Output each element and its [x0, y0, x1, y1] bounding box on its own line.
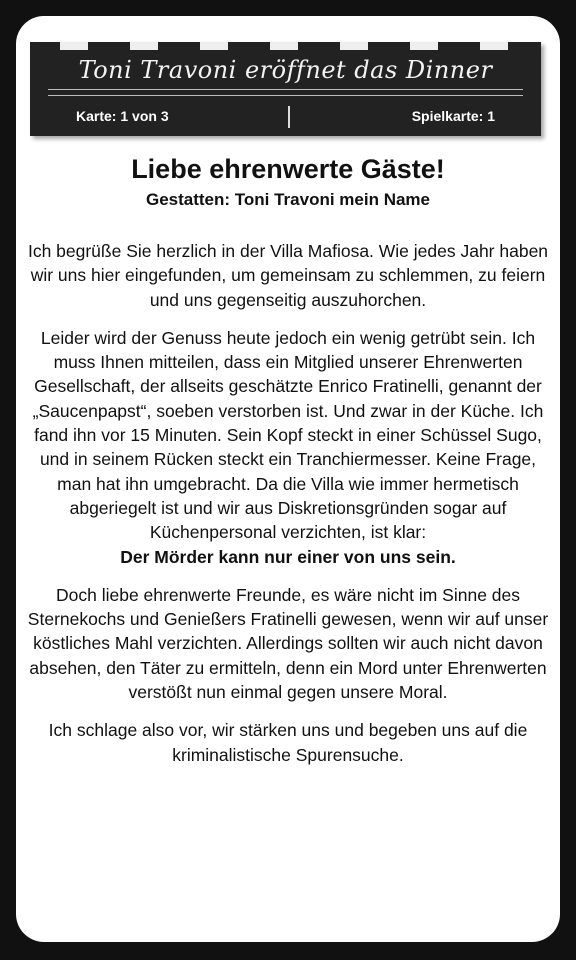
clapper-stripes — [30, 42, 541, 50]
clapper-line — [48, 89, 523, 90]
paragraph-1: Ich begrüße Sie herzlich in der Villa Mafiosa. Wie jedes Jahr haben wir uns hier eingefunden, um gemeinsam zu schlemmen, zu feiern und uns gegenseitig auszuhorchen. — [27, 241, 549, 310]
game-card — [16, 16, 560, 942]
card-title: Toni Travoni eröffnet das Dinner — [78, 56, 493, 84]
clapper-divider — [288, 106, 290, 128]
paragraph-4: Ich schlage also vor, wir stärken uns und begeben uns auf die kriminalistische Spurensuche. — [48, 720, 528, 765]
card-number-label: Karte: — [76, 108, 117, 124]
paragraph-2-bold: Der Mörder kann nur einer von uns sein. — [120, 546, 456, 567]
card-number — [76, 108, 169, 124]
card-content — [24, 151, 552, 767]
game-card-number — [412, 108, 495, 124]
game-card-value: 1 — [487, 108, 495, 124]
card-number-value: 1 von 3 — [120, 108, 169, 124]
paragraph-2 — [24, 326, 552, 569]
card-subheading: Gestatten: Toni Travoni mein Name — [145, 190, 431, 209]
paragraph-2-text: Leider wird der Genuss heute jedoch ein wenig getrübt sein. Ich muss Ihnen mitteilen, dass ein Mitglied unserer Ehrenwerten Gesellschaft, der allseits geschätzte Enrico Fratinelli, genannt der „Saucenpapst“, soeben verstorben ist. Und zwar in der Küche. Ich fand ihn vor 15 Minuten. Sein Kopf steckt in einer Schüssel Sugo, und in seinem Rücken steckt ein Tranchiermesser. Keine Frage, man hat ihn umgebracht. Da die Villa wie immer hermetisch abgeriegelt ist und wir aus Diskretionsgründen sogar auf Küchenpersonal verzichten, ist klar: — [32, 327, 544, 543]
game-card-label: Spielkarte: — [411, 108, 484, 124]
paragraph-3: Doch liebe ehrenwerte Freunde, es wäre nicht im Sinne des Sternekochs und Genießers Fratinelli gewesen, wenn wir auf unser köstliches Mahl verzichten. Allerdings sollten wir auch nicht davon absehen, den Täter zu ermitteln, denn ein Mord unter Ehrenwerten verstößt nun einmal gegen unsere Moral. — [27, 584, 549, 703]
card-heading: Liebe ehrenwerte Gäste! — [131, 154, 445, 184]
clapperboard-header — [30, 42, 541, 136]
clapper-line — [48, 95, 523, 96]
